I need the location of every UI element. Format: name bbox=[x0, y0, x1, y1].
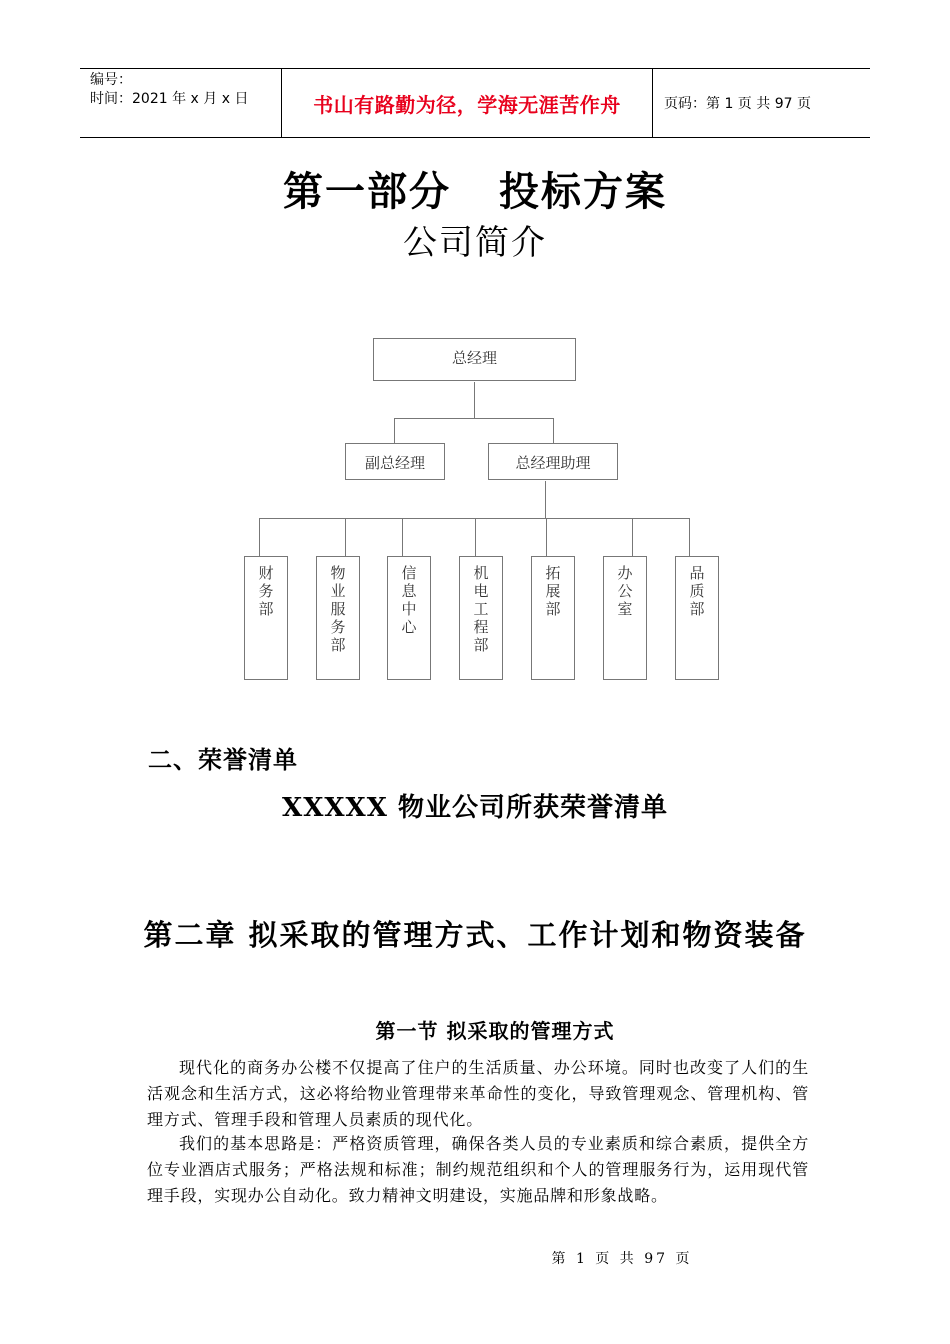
org-box-finance bbox=[244, 556, 288, 680]
connector-line bbox=[632, 518, 633, 556]
page-info: 页码：第 1 页 共 97 页 bbox=[664, 96, 811, 112]
company-intro-title: 公司简介 bbox=[403, 223, 547, 263]
org-box-info-center bbox=[387, 556, 431, 680]
page-footer: 第 1 页 共 97 页 bbox=[551, 1251, 693, 1267]
connector-line bbox=[689, 518, 690, 556]
plan-label: 投标方案 bbox=[499, 168, 667, 215]
header-table bbox=[80, 68, 870, 138]
connector-line bbox=[394, 418, 554, 419]
org-box-property-service bbox=[316, 556, 360, 680]
connector-line bbox=[394, 418, 395, 443]
paragraph: 我们的基本思路是：严格资质管理，确保各类人员的专业素质和综合素质，提供全方位专业酒店式服务；严格法规和标准；制约规范组织和个人的管理服务行为，运用现代管理手段，实现办公自动化。致力精神文明建设，实施品牌和形象战略。 bbox=[147, 1134, 809, 1205]
org-label-gm-assistant: 总经理助理 bbox=[515, 454, 591, 472]
connector-line bbox=[546, 518, 547, 556]
connector-line bbox=[474, 382, 475, 419]
org-box-gm-assistant bbox=[488, 443, 618, 480]
org-dept-label: 财务部 bbox=[256, 565, 275, 619]
org-label-general-manager: 总经理 bbox=[451, 349, 497, 367]
date-label: 时间：2021 年 x 月 x 日 bbox=[90, 91, 249, 107]
org-dept-label: 物业服务部 bbox=[328, 565, 347, 655]
honor-heading: 二、荣誉清单 bbox=[148, 745, 298, 774]
motto: 书山有路勤为径，学海无涯苦作舟 bbox=[281, 69, 653, 137]
part-title bbox=[0, 160, 950, 217]
org-label-deputy-gm: 副总经理 bbox=[364, 454, 425, 472]
paragraph: 现代化的商务办公楼不仅提高了住户的生活质量、办公环境。同时也改变了人们的生活观念和生活方式，这必将给物业管理带来革命性的变化，导致管理观念、管理机构、管理方式、管理手段和管理人员素质的现代化。 bbox=[147, 1058, 809, 1129]
org-box-expansion bbox=[531, 556, 575, 680]
org-dept-label: 机电工程部 bbox=[471, 565, 490, 655]
org-dept-label: 信息中心 bbox=[399, 565, 418, 637]
org-box-deputy-gm bbox=[345, 443, 445, 480]
section1-title: 第一节 拟采取的管理方式 bbox=[375, 1019, 615, 1043]
org-dept-label: 品质部 bbox=[687, 565, 706, 619]
chapter2-title: 第二章 拟采取的管理方式、工作计划和物资装备 bbox=[143, 918, 807, 952]
number-label: 编号： bbox=[90, 72, 132, 88]
connector-line bbox=[553, 418, 554, 443]
part-label: 第一部分 bbox=[283, 168, 451, 215]
connector-line bbox=[475, 518, 476, 556]
org-box-mep-engineering bbox=[459, 556, 503, 680]
connector-line bbox=[402, 518, 403, 556]
honor-subtitle: XXXXX 物业公司所获荣誉清单 bbox=[282, 793, 668, 823]
org-box-quality bbox=[675, 556, 719, 680]
org-box-general-manager bbox=[373, 338, 576, 381]
connector-line bbox=[345, 518, 346, 556]
org-dept-label: 拓展部 bbox=[543, 565, 562, 619]
connector-line bbox=[259, 518, 260, 556]
org-box-office bbox=[603, 556, 647, 680]
header-meta bbox=[80, 69, 280, 137]
org-dept-label: 办公室 bbox=[615, 565, 634, 619]
connector-line bbox=[545, 481, 546, 519]
